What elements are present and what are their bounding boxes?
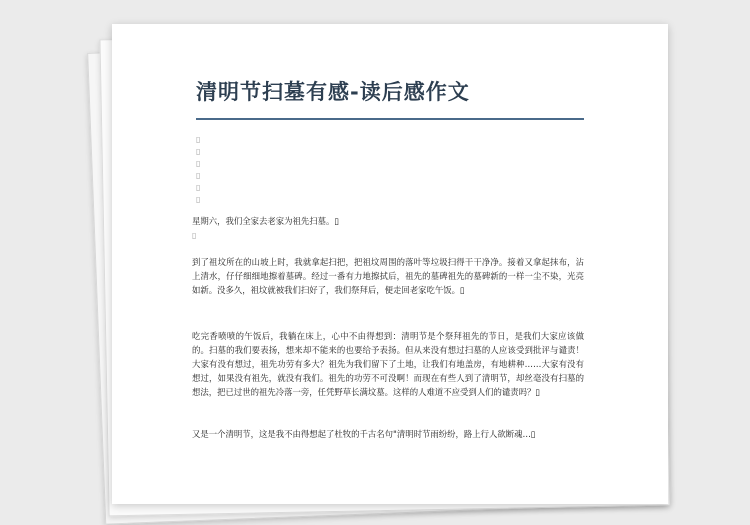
placeholder-mark: ▯: [196, 183, 201, 192]
placeholder-mark: ▯: [196, 147, 201, 156]
paragraph-1: 星期六，我们全家去老家为祖先扫墓。▯: [192, 216, 339, 226]
title-divider: [196, 118, 584, 120]
paragraph-3: 吃完香喷喷的午饭后，我躺在床上，心中不由得想到：清明节是个祭拜祖先的节日，是我们大家应该做的。扫墓的我们要表扬，想来却不能来的也要给予表扬。但从来没有想过扫墓的人应该受到批评与谴责！大家有没有想过，祖先功劳有多大？祖先为我们留下了土地，让我们有地盖房，有地耕种……大家有没有想过，如果没有祖先，就没有我们。祖先的功劳不可没啊！而现在有些人到了清明节，却丝毫没有扫墓的想法，把已过世的祖先冷落一旁，任凭野草长满坟墓。这样的人难道不应受到人们的谴责吗？▯: [192, 331, 584, 397]
placeholder-mark: ▯: [196, 135, 201, 144]
placeholder-mark: ▯: [196, 195, 201, 204]
paragraph-4: 又是一个清明节，这是我不由得想起了杜牧的千古名句"清明时节雨纷纷，路上行人欲断魂…▯: [192, 429, 536, 439]
placeholder-mark: ▯: [192, 231, 197, 240]
document-title: 清明节扫墓有感-读后感作文: [196, 80, 470, 104]
document-page: [112, 24, 668, 504]
paragraph-2: 到了祖坟所在的山坡上时，我就拿起扫把，把祖坟周围的落叶等垃圾扫得干干净净。接着又拿起抹布，沾上清水，仔仔细细地擦着墓碑。经过一番有力地擦拭后，祖先的墓碑祖先的墓碑新的一样一尘不染，光亮如新。没多久，祖坟就被我们扫好了，我们祭拜后，便走回老家吃午饭。▯: [192, 257, 584, 295]
placeholder-mark: ▯: [196, 171, 201, 180]
placeholder-mark: ▯: [196, 159, 201, 168]
placeholder-marks: [196, 134, 200, 206]
